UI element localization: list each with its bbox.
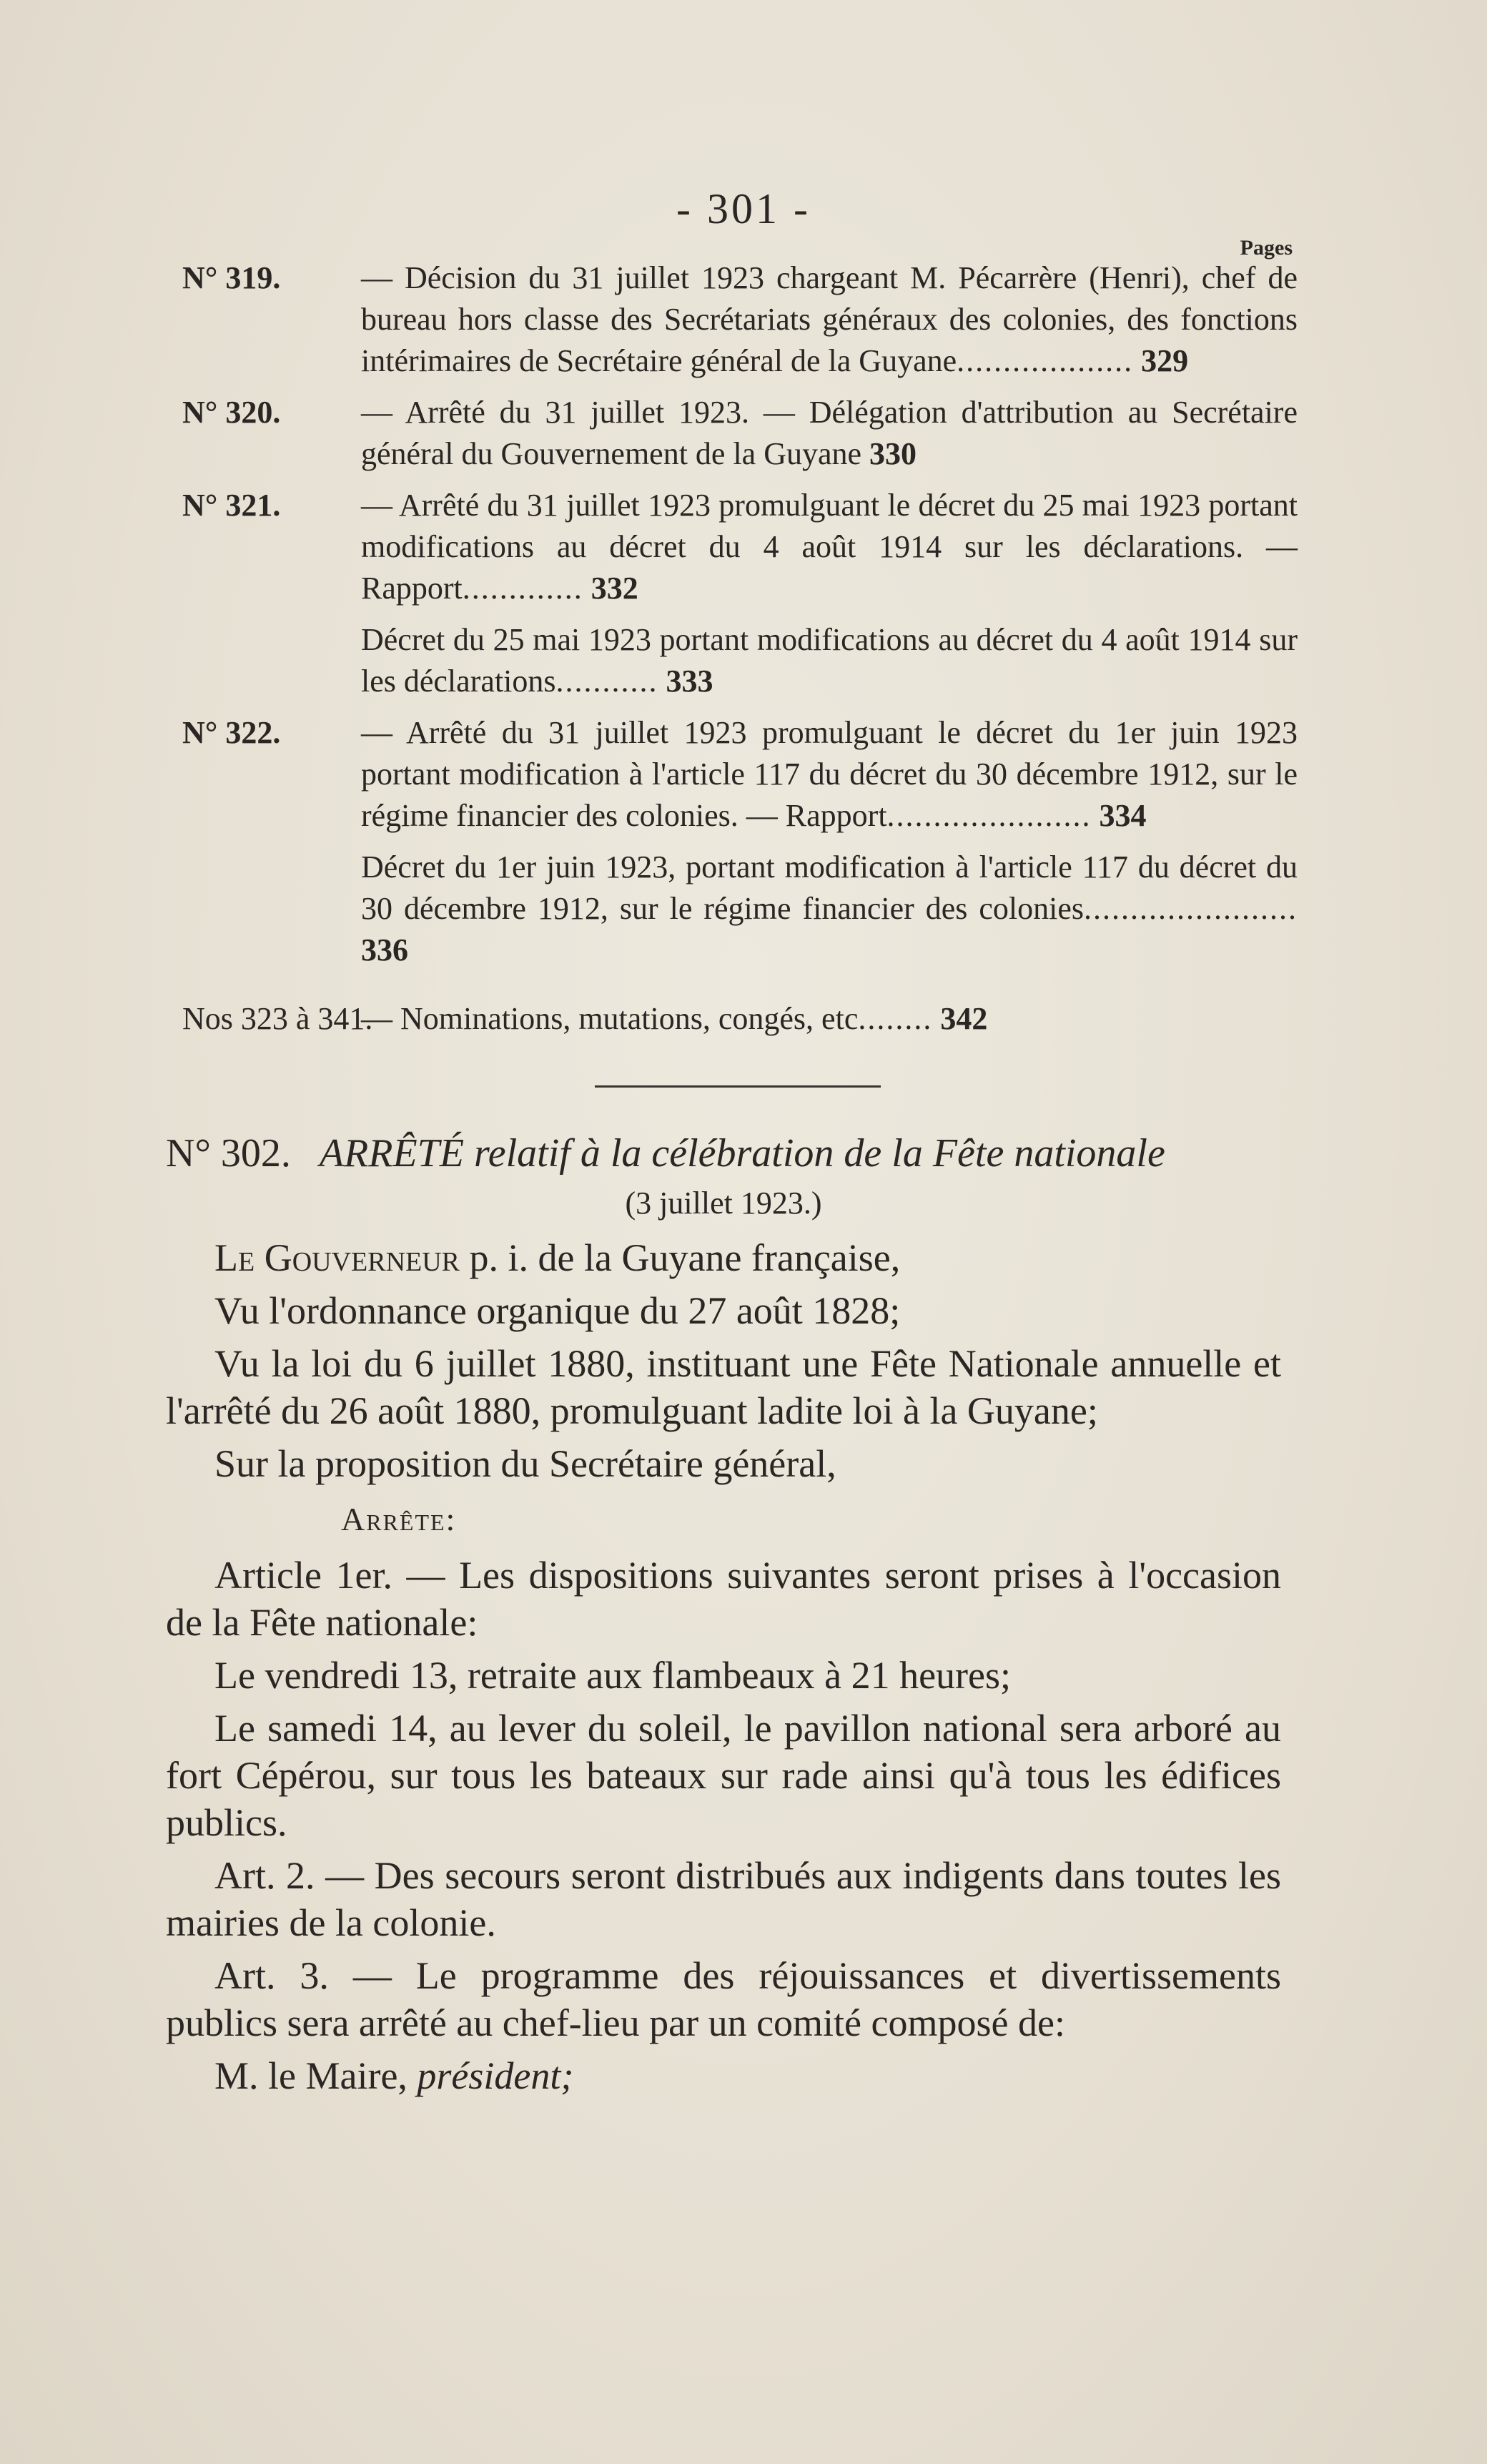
toc-entry-text: — Arrêté du 31 juillet 1923 promulguant le décret du 1er juin 1923 portant modification à l'article 117 du décret du 30 décembre 1912, sur le régime financier des colonies. — Rapport [361,715,1298,833]
toc-subentry: Décret du 1er juin 1923, portant modification à l'article 117 du décret du 30 décembre 1912, sur le régime financier des colonies....................... 336 [361,849,1298,967]
toc-subentry: Décret du 25 mai 1923 portant modifications au décret du 4 août 1914 sur les déclarations........... 333 [361,622,1298,699]
toc-entry-number: N° 320. [182,395,281,430]
pages-column-label: Pages [1240,236,1293,260]
toc-entry-text: — Nominations, mutations, congés, etc [361,1001,859,1036]
document-date: (3 juillet 1923.) [625,1186,822,1221]
toc-entry-number: Nos 323 à 341. [182,1001,373,1036]
gouverneur-lead: Le Gouverneur [214,1236,460,1279]
document-body [166,1130,1281,2105]
toc-entry-page: 332 [591,571,638,606]
maire-role: président; [417,2054,574,2097]
page-number: - 301 - [676,185,811,232]
toc-entry: N° 322. — Arrêté du 31 juillet 1923 promulguant le décret du 1er juin 1923 portant modification à l'article 117 du décret du 30 décembre 1912, sur le régime financier des colonies. — Rapport...................... 334 [182,712,1298,837]
paragraph-vendredi: Le vendredi 13, retraite aux flambeaux à 21 heures; [214,1654,1012,1697]
paragraph-vu-ordonnance: Vu l'ordonnance organique du 27 août 1828; [214,1289,901,1332]
toc-entry-page: 333 [666,664,713,699]
toc-entry-text: — Arrêté du 31 juillet 1923 promulguant le décret du 25 mai 1923 portant modifications au décret du 4 août 1914 sur les déclarations. — Rapport [361,488,1298,606]
gouverneur-rest: p. i. de la Guyane française, [460,1236,901,1279]
toc-entry: Nos 323 à 341. — Nominations, mutations, congés, etc........ 342 [182,998,1298,1040]
section-divider [595,1085,881,1088]
arrete-heading: Arrête: [341,1501,457,1537]
document-title: ARRÊTÉ relatif à la célébration de la Fête nationale [319,1131,1165,1176]
toc-entry-page: 330 [869,436,917,471]
toc-entry-number: N° 319. [182,260,281,295]
toc-entry-page: 334 [1099,798,1147,833]
toc-entry-text: — Arrêté du 31 juillet 1923. — Délégation d'attribution au Secrétaire général du Gouvernement de la Guyane [361,395,1298,471]
toc-entry-text: Décret du 25 mai 1923 portant modifications au décret du 4 août 1914 sur les déclarations [361,622,1298,699]
toc-entry: N° 321. — Arrêté du 31 juillet 1923 promulguant le décret du 25 mai 1923 portant modifications au décret du 4 août 1914 sur les déclarations. — Rapport............. 332 [182,485,1298,609]
document-heading [166,1130,1281,1177]
toc-entry-page: 329 [1141,343,1189,378]
toc-entry-number: N° 321. [182,488,281,523]
maire-lead: M. le Maire, [214,2054,418,2097]
toc-entry-page: 342 [940,1001,988,1036]
document-number: N° 302. [166,1131,291,1176]
paragraph-article-2: Art. 2. — Des secours seront distribués aux indigents dans toutes les mairies de la colonie. [166,1854,1281,1944]
toc-entry: N° 319. — Décision du 31 juillet 1923 chargeant M. Pécarrère (Henri), chef de bureau hors classe des Secrétariats généraux des colonies, des fonctions intérimaires de Secrétaire général de la Guyane................... 329 [182,257,1298,382]
paragraph-article-3: Art. 3. — Le programme des réjouissances et divertissements publics sera arrêté au chef-lieu par un comité composé de: [166,1954,1281,2044]
paragraph-gouverneur [166,1234,1281,1281]
paragraph-maire [166,2052,1281,2099]
paragraph-samedi: Le samedi 14, au lever du soleil, le pavillon national sera arboré au fort Cépérou, sur tous les bateaux sur rade ainsi qu'à tous les édifices publics. [166,1707,1281,1844]
table-of-contents [182,257,1298,1040]
toc-entry-number: N° 322. [182,715,281,750]
paragraph-article-1: Article 1er. — Les dispositions suivantes seront prises à l'occasion de la Fête nationale: [166,1554,1281,1644]
toc-entry-text: — Décision du 31 juillet 1923 chargeant M. Pécarrère (Henri), chef de bureau hors classe des Secrétariats généraux des colonies, des fonctions intérimaires de Secrétaire général de la Guyane [361,260,1298,378]
toc-entry [182,392,1298,475]
paragraph-proposition: Sur la proposition du Secrétaire général, [214,1442,836,1485]
toc-entry-text: Décret du 1er juin 1923, portant modification à l'article 117 du décret du 30 décembre 1912, sur le régime financier des colonies [361,849,1298,926]
paragraph-vu-loi: Vu la loi du 6 juillet 1880, instituant une Fête Nationale annuelle et l'arrêté du 26 août 1880, promulguant ladite loi à la Guyane; [166,1342,1281,1432]
toc-entry-page: 336 [361,932,408,967]
